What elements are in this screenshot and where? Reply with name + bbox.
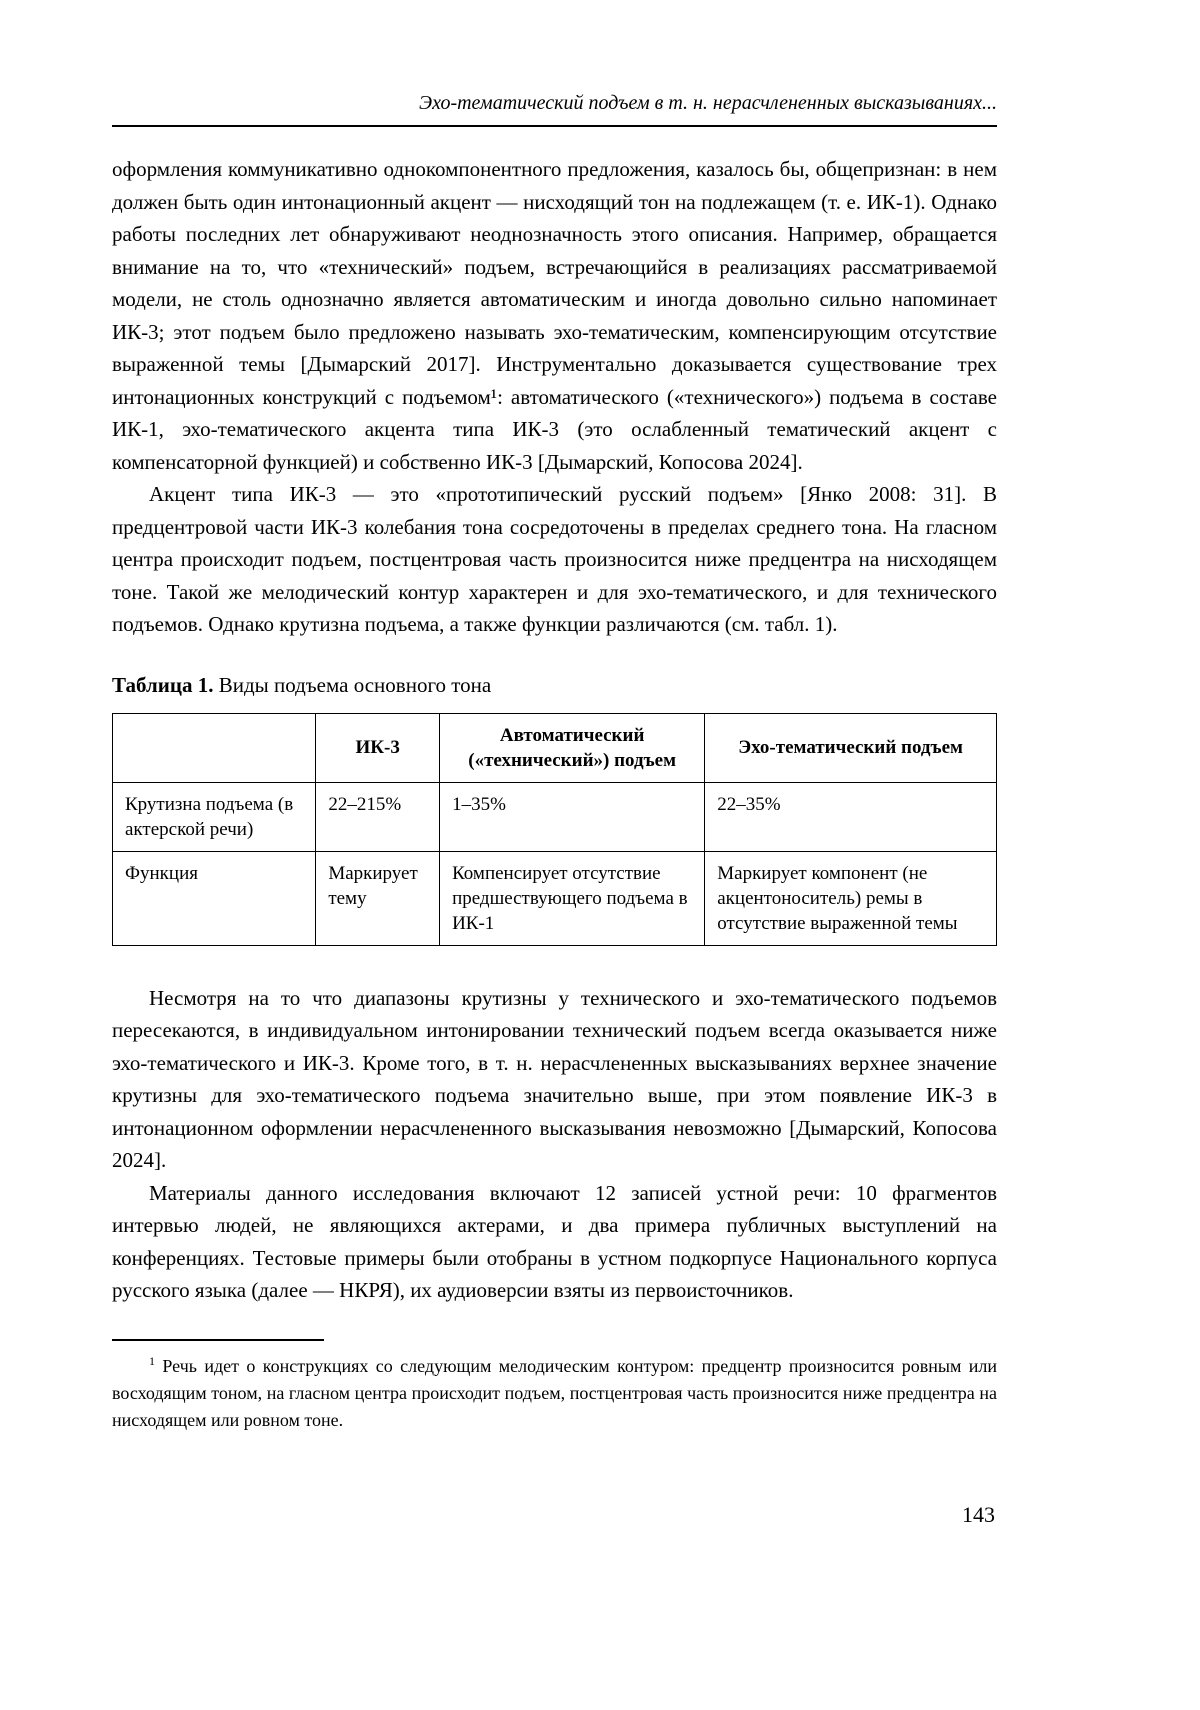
header-rule xyxy=(112,125,997,127)
table-header-row xyxy=(113,713,997,782)
table-caption-label: Таблица 1. xyxy=(112,672,214,697)
body-text xyxy=(112,153,997,641)
table-caption-text: Виды подъема основного тона xyxy=(213,672,492,697)
table-corner-cell xyxy=(113,713,316,782)
cell-echo-range: 22–35% xyxy=(705,782,997,851)
table-row xyxy=(113,851,997,945)
paragraph: Несмотря на то что диапазоны крутизны у технического и эхо-тематического подъемов пересекаются, в индивидуальном интонировании технический подъем всегда оказывается ниже эхо-тематического и ИК-3. Кроме того, в т. н. нерасчлененных высказываниях верхнее значение крутизны для эхо-тематического подъема значительно выше, при этом появление ИК-3 в интонационном оформлении нерасчлененного высказывания невозможно [Дымарский, Копосова 2024]. xyxy=(112,985,997,1172)
footnote xyxy=(112,1353,997,1434)
cell-auto-function: Компенсирует отсутствие предшествующего подъема в ИК-1 xyxy=(440,851,705,945)
cell-ik3-range: 22–215% xyxy=(316,782,440,851)
footnote-rule xyxy=(112,1339,324,1341)
paragraph-continuation: оформления коммуникативно однокомпонентного предложения, казалось бы, общепризнан: в нем должен быть один интонационный акцент — нисходящий тон на подлежащем (т. е. ИК-1). Однако работы последних лет обнаруживают неоднозначность этого описания. Например, обращается внимание на то, что «технический» подъем, встречающийся в реализациях рассматриваемой модели, не столь однозначно является автоматическим и иногда довольно сильно напоминает ИК-3; этот подъем было предложено называть эхо-тематическим, компенсирующим отсутствие выраженной темы [Дымарский 2017]. Инструментально доказывается существование трех интонационных конструкций с подъемом¹: автоматического («технического») подъема в составе ИК-1, эхо-тематического акцента типа ИК-3 (это ослабленный тематический акцент с компенсаторной функцией) и собственно ИК-3 [Дымарский, Копосова 2024]. xyxy=(112,157,997,474)
table-row xyxy=(113,782,997,851)
table-header-ik3: ИК-3 xyxy=(316,713,440,782)
cell-ik3-function: Маркирует тему xyxy=(316,851,440,945)
paragraph: Материалы данного исследования включают 12 записей устной речи: 10 фрагментов интервью людей, не являющихся актерами, и два примера публичных выступлений на конференциях. Тестовые примеры были отобраны в устном подкорпусе Национального корпуса русского языка (далее — НКРЯ), их аудиоверсии взяты из первоисточников. xyxy=(112,1180,997,1302)
footnote-marker: 1 xyxy=(149,1353,155,1368)
table-header-echo: Эхо-тематический подъем xyxy=(705,713,997,782)
row-label: Функция xyxy=(113,851,316,945)
page-number: 143 xyxy=(962,1502,995,1527)
paragraph: Акцент типа ИК-3 — это «прототипический русский подъем» [Янко 2008: 31]. В предцентровой части ИК-3 колебания тона сосредоточены в пределах среднего тона. На гласном центра происходит подъем, постцентровая часть произносится ниже предцентра на нисходящем тоне. Такой же мелодический контур характерен и для эхо-тематического, и для технического подъемов. Однако крутизна подъема, а также функции различаются (см. табл. 1). xyxy=(112,482,997,636)
body-text-after-table xyxy=(112,982,997,1307)
running-title: Эхо-тематический подъем в т. н. нерасчлененных высказываниях... xyxy=(418,92,997,114)
footnote-body: Речь идет о конструкциях со следующим мелодическим контуром: предцентр произносится ровным или восходящим тоном, на гласном центра происходит подъем, постцентровая часть произносится ниже предцентра на нисходящем или ровном тоне. xyxy=(112,1355,997,1430)
row-label: Крутизна подъема (в актерской речи) xyxy=(113,782,316,851)
table-header-auto: Автоматический («технический») подъем xyxy=(440,713,705,782)
table-caption xyxy=(112,671,997,699)
pitch-rise-types-table xyxy=(112,713,997,946)
footnote-text xyxy=(112,1353,997,1434)
cell-auto-range: 1–35% xyxy=(440,782,705,851)
running-header xyxy=(112,90,997,125)
cell-echo-function: Маркирует компонент (не акцентоноситель) ремы в отсутствие выраженной темы xyxy=(705,851,997,945)
